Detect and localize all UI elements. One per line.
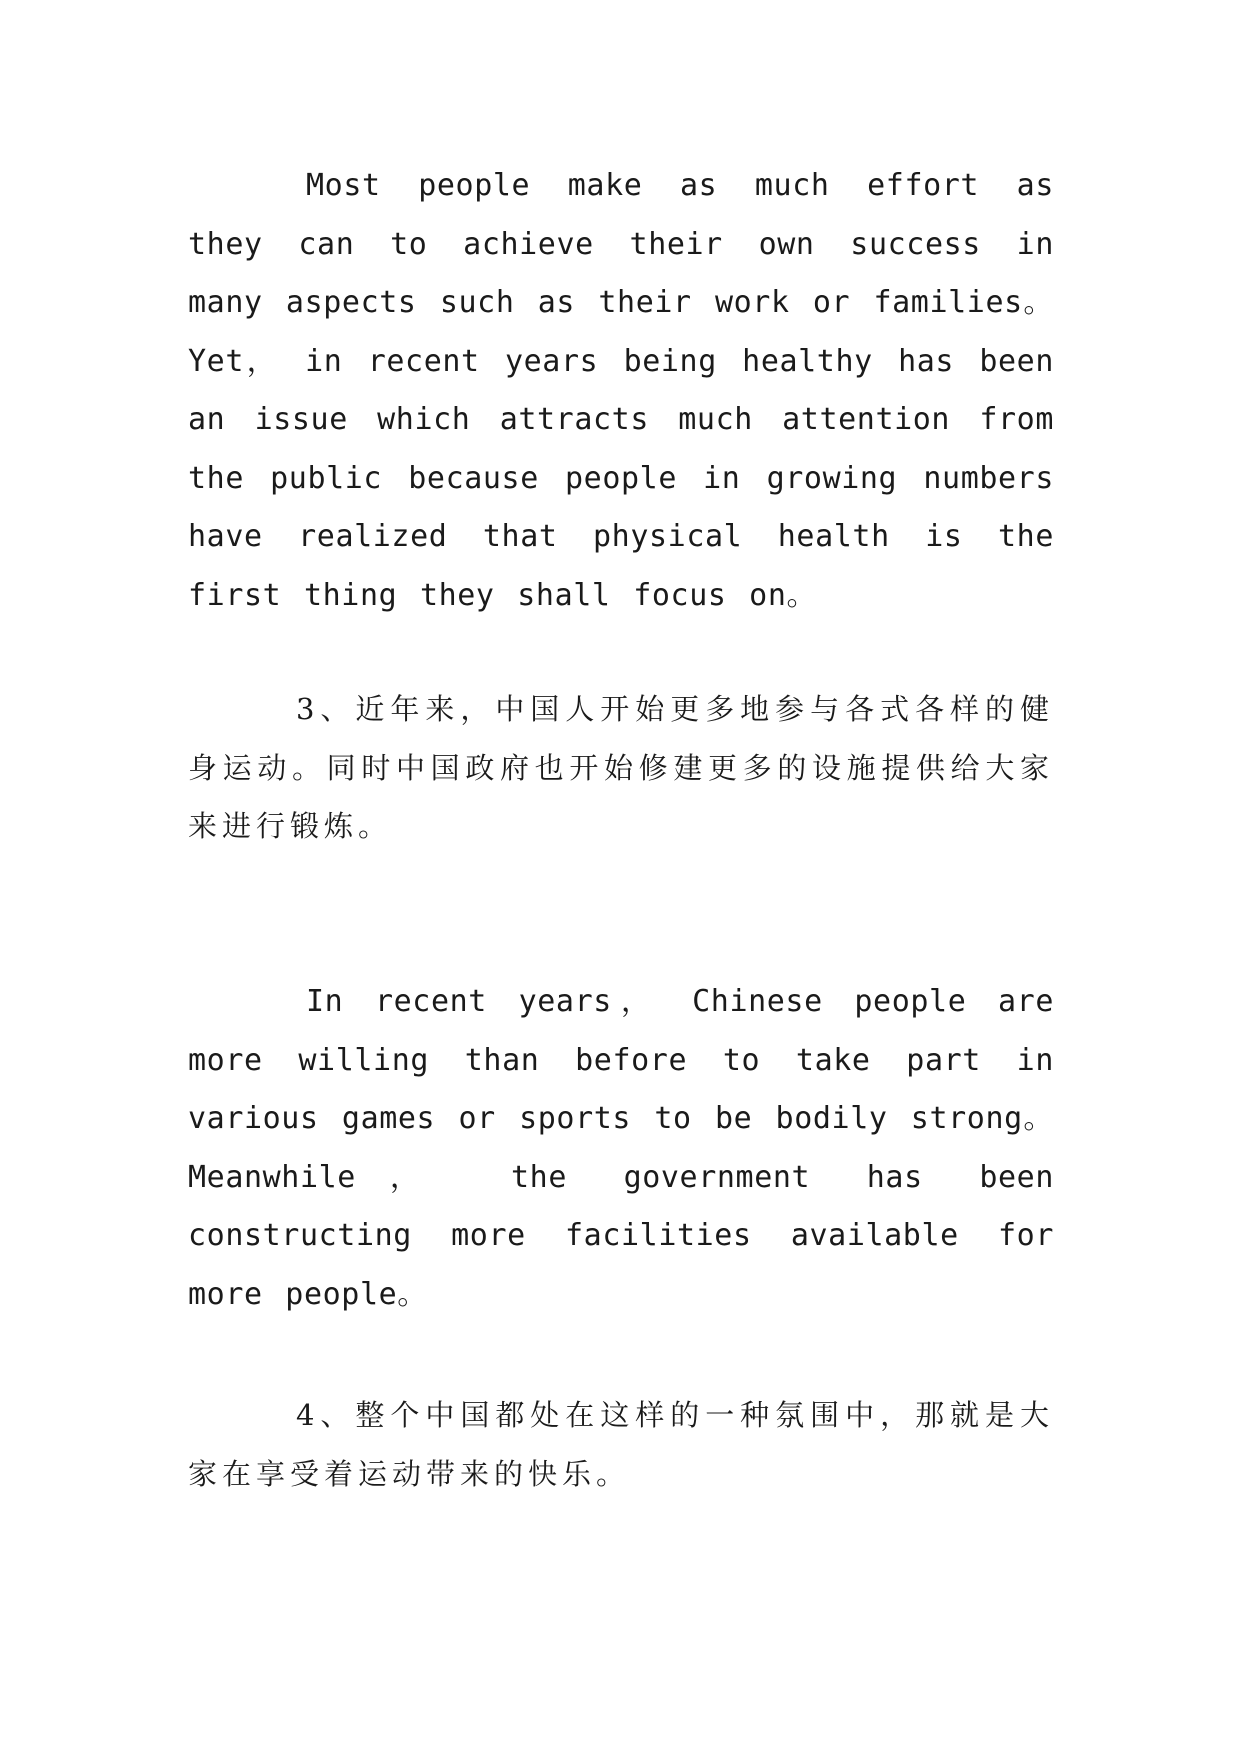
paragraph-chinese-fitness: 3、近年来，中国人开始更多地参与各式各样的健身运动。同时中国政府也开始修建更多的设施提供给大家来进行锻炼。 bbox=[188, 692, 1054, 843]
paragraph-english-fitness: In recent years， Chinese people are more willing than before to take part in various games or sports to be bodily strong。 Meanwhile， the government has been constructing more facilities available for more people。 bbox=[188, 984, 1054, 1312]
paragraph-english-health: Most people make as much effort as they can to achieve their own success in many aspects such as their work or families。 Yet， in recent years being healthy has been an issue which attracts much attention from the public because people in growing numbers have realized that physical health is the first thing they shall focus on。 bbox=[188, 168, 1054, 613]
paragraph-chinese-atmosphere: 4、整个中国都处在这样的一种氛围中，那就是大家在享受着运动带来的快乐。 bbox=[188, 1398, 1054, 1491]
